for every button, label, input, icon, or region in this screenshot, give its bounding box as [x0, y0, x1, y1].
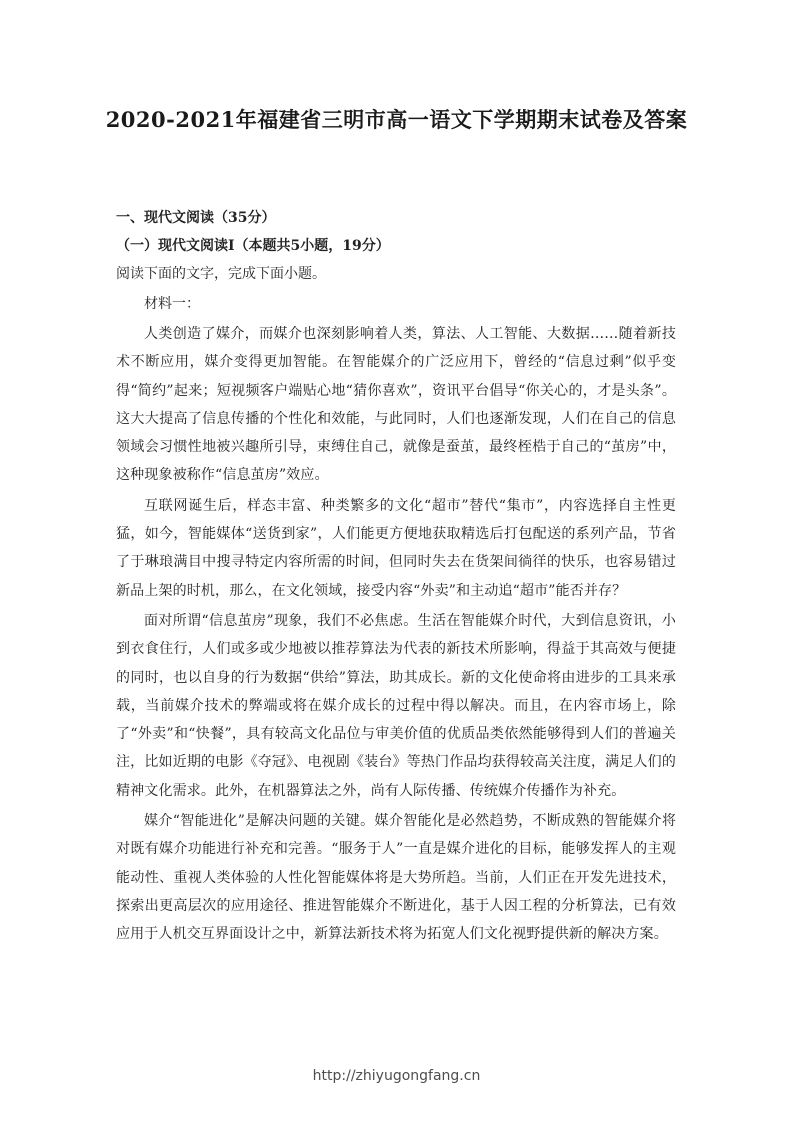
document-body — [116, 204, 676, 949]
material-label: 材料一： — [144, 296, 200, 312]
section-heading: 一、现代文阅读（35分） — [116, 210, 276, 226]
paragraph-1: 人类创造了媒介，而媒介也深刻影响着人类，算法、人工智能、大数据……随着新技术不断应用，媒介变得更加智能。在智能媒介的广泛应用下，曾经的“信息过剩”似乎变得“简约”起来；短视频客户端贴心地“猜你喜欢”，资讯平台倡导“你关心的，才是头条”。这大大提高了信息传播的个性化和效能，与此同时，人们也逐渐发现，人们在自己的信息领域会习惯性地被兴趣所引导，束缚住自己，就像是蚕茧，最终桎梏于自己的“茧房”中，这种现象被称作“信息茧房”效应。 — [116, 326, 676, 484]
paragraph-2: 互联网诞生后，样态丰富、种类繁多的文化“超市”替代“集市”，内容选择自主性更猛，如今，智能媒体“送货到家”，人们能更方便地获取精选后打包配送的系列产品，节省了于琳琅满目中搜寻特定内容所需的时间，但同时失去在货架间徜徉的快乐，也容易错过新品上架的时机，那么，在文化领域，接受内容“外卖”和主动追“超市”能否并存？ — [116, 497, 676, 599]
paragraph-4: 媒介“智能进化”是解决问题的关键。媒介智能化是必然趋势，不断成熟的智能媒介将对既有媒介功能进行补充和完善。“服务于人”一直是媒介进化的目标，能够发挥人的主观能动性、重视人类体验的人性化智能媒体将是大势所趋。当前，人们正在开发先进技术，探索出更高层次的应用途径、推进智能媒介不断进化，基于人因工程的分析算法，已有效应用于人机交互界面设计之中，新算法新技术将为拓宽人们文化视野提供新的解决方案。 — [116, 813, 676, 943]
subsection-heading: （一）现代文阅读Ⅰ（本题共5小题，19分） — [116, 238, 390, 254]
footer-url[interactable]: http://zhiyugongfang.cn — [312, 1068, 481, 1084]
paragraph-3: 面对所谓“信息茧房”现象，我们不必焦虑。生活在智能媒介时代，大到信息资讯，小到衣食住行，人们或多或少地被以推荐算法为代表的新技术所影响，得益于其高效与便捷的同时，也以自身的行为数据“供给”算法，助其成长。新的文化使命将由进步的工具来承载，当前媒介技术的弊端或将在媒介成长的过程中得以解决。而且，在内容市场上，除了“外卖”和“快餐”，具有较高文化品位与审美价值的优质品类依然能够得到人们的普遍关注，比如近期的电影《夺冠》、电视剧《装台》等热门作品均获得较高关注度，满足人们的精神文化需求。此外，在机器算法之外，尚有人际传播、传统媒介传播作为补充。 — [116, 612, 676, 799]
reading-instruction: 阅读下面的文字，完成下面小题。 — [116, 266, 326, 282]
page-title: 2020-2021年福建省三明市高一语文下学期期末试卷及答案 — [105, 107, 688, 132]
